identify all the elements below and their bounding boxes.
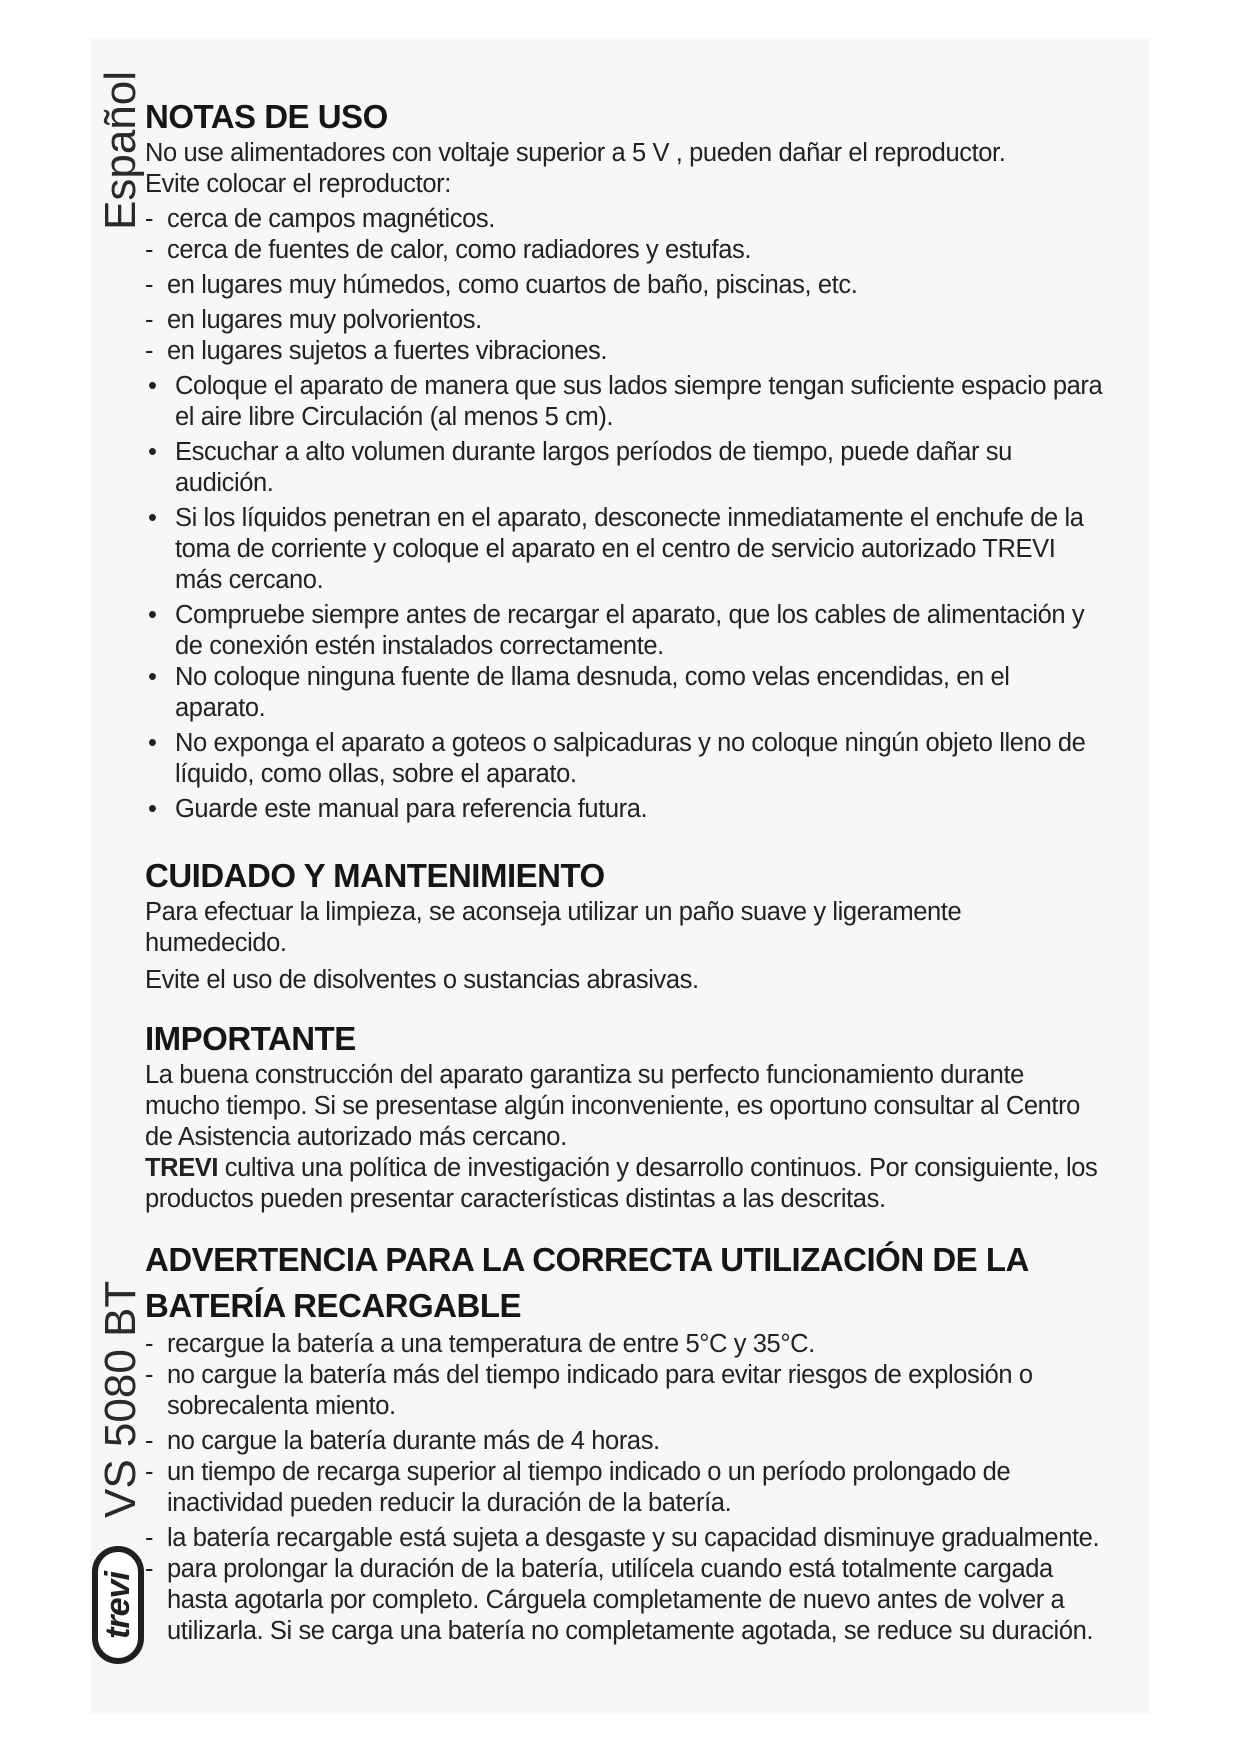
list-item: • No exponga el aparato a goteos o salpicaduras y no coloque ningún objeto lleno de líquido, como ollas, sobre el aparato. bbox=[148, 729, 1086, 788]
paragraph: La buena construcción del aparato garantiza su perfecto funcionamiento durante mucho tiempo. Si se presentase algún inconveniente, es oportuno consultar al Centro de Asistencia autorizado más cercano. bbox=[145, 1061, 1080, 1151]
section-importante bbox=[145, 1018, 1105, 1215]
list-item: • Coloque el aparato de manera que sus lados siempre tengan suficiente espacio para el aire libre Circulación (al menos 5 cm). bbox=[148, 372, 1103, 431]
list-item: - para prolongar la duración de la batería, utilícela cuando está totalmente cargada hasta agotarla por completo. Cárguela completamente de nuevo antes de volver a utilizarla. Si se carga una batería no completamente agotada, se reduce su duración. bbox=[145, 1555, 1094, 1645]
list-item: - cerca de fuentes de calor, como radiadores y estufas. bbox=[145, 236, 752, 264]
section-cuidado bbox=[145, 855, 1105, 996]
list-item: • Guarde este manual para referencia futura. bbox=[148, 795, 648, 823]
paragraph: Evite colocar el reproductor: bbox=[145, 170, 451, 198]
trevi-logo-icon bbox=[92, 1546, 144, 1664]
list-item: • Escuchar a alto volumen durante largos períodos de tiempo, puede dañar su audición. bbox=[148, 438, 1012, 497]
paragraph: No use alimentadores con voltaje superior a 5 V , pueden dañar el reproductor. bbox=[145, 139, 1006, 167]
list-item: - no cargue la batería durante más de 4 horas. bbox=[145, 1427, 660, 1455]
section-title: CUIDADO Y MANTENIMIENTO bbox=[145, 857, 605, 894]
list-item: - un tiempo de recarga superior al tiempo indicado o un período prolongado de inactividad pueden reducir la duración de la batería. bbox=[145, 1458, 1011, 1517]
list-item: • Si los líquidos penetran en el aparato, desconecte inmediatamente el enchufe de la toma de corriente y coloque el aparato en el centro de servicio autorizado TREVI más cercano. bbox=[148, 504, 1084, 594]
list-item: - en lugares muy húmedos, como cuartos de baño, piscinas, etc. bbox=[145, 271, 858, 299]
section-title: IMPORTANTE bbox=[145, 1020, 356, 1057]
section-title: NOTAS DE USO bbox=[145, 98, 388, 135]
list-item: • Compruebe siempre antes de recargar el aparato, que los cables de alimentación y de conexión estén instalados correctamente. bbox=[148, 601, 1085, 660]
manual-content bbox=[145, 96, 1105, 1647]
list-item: - recargue la batería a una temperatura de entre 5°C y 35°C. bbox=[145, 1330, 815, 1358]
list-item: • No coloque ninguna fuente de llama desnuda, como velas encendidas, en el aparato. bbox=[148, 663, 1010, 722]
list-item: - en lugares muy polvorientos. bbox=[145, 306, 482, 334]
section-advertencia bbox=[145, 1237, 1105, 1647]
section-title: ADVERTENCIA PARA LA CORRECTA UTILIZACIÓN DE LA BATERÍA RECARGABLE bbox=[145, 1241, 1028, 1324]
list-item: - la batería recargable está sujeta a desgaste y su capacidad disminuye gradualmente. bbox=[145, 1524, 1100, 1552]
list-item: - cerca de campos magnéticos. bbox=[145, 205, 495, 233]
logo-text: trevi bbox=[98, 1571, 137, 1639]
side-model-label: VS 5080 BT bbox=[96, 1280, 145, 1518]
section-notas-de-uso bbox=[145, 96, 1105, 825]
brand-name: TREVI bbox=[145, 1154, 219, 1182]
paragraph: TREVI cultiva una política de investigación y desarrollo continuos. Por consiguiente, los productos pueden presentar características distintas a las descritas. bbox=[145, 1154, 1098, 1213]
list-item: - en lugares sujetos a fuertes vibraciones. bbox=[145, 337, 608, 365]
paragraph: Evite el uso de disolventes o sustancias abrasivas. bbox=[145, 966, 699, 994]
side-language-label: Español bbox=[96, 70, 145, 230]
paragraph: Para efectuar la limpieza, se aconseja utilizar un paño suave y ligeramente humedecido. bbox=[145, 898, 962, 957]
list-item: - no cargue la batería más del tiempo indicado para evitar riesgos de explosión o sobrecalenta miento. bbox=[145, 1361, 1033, 1420]
